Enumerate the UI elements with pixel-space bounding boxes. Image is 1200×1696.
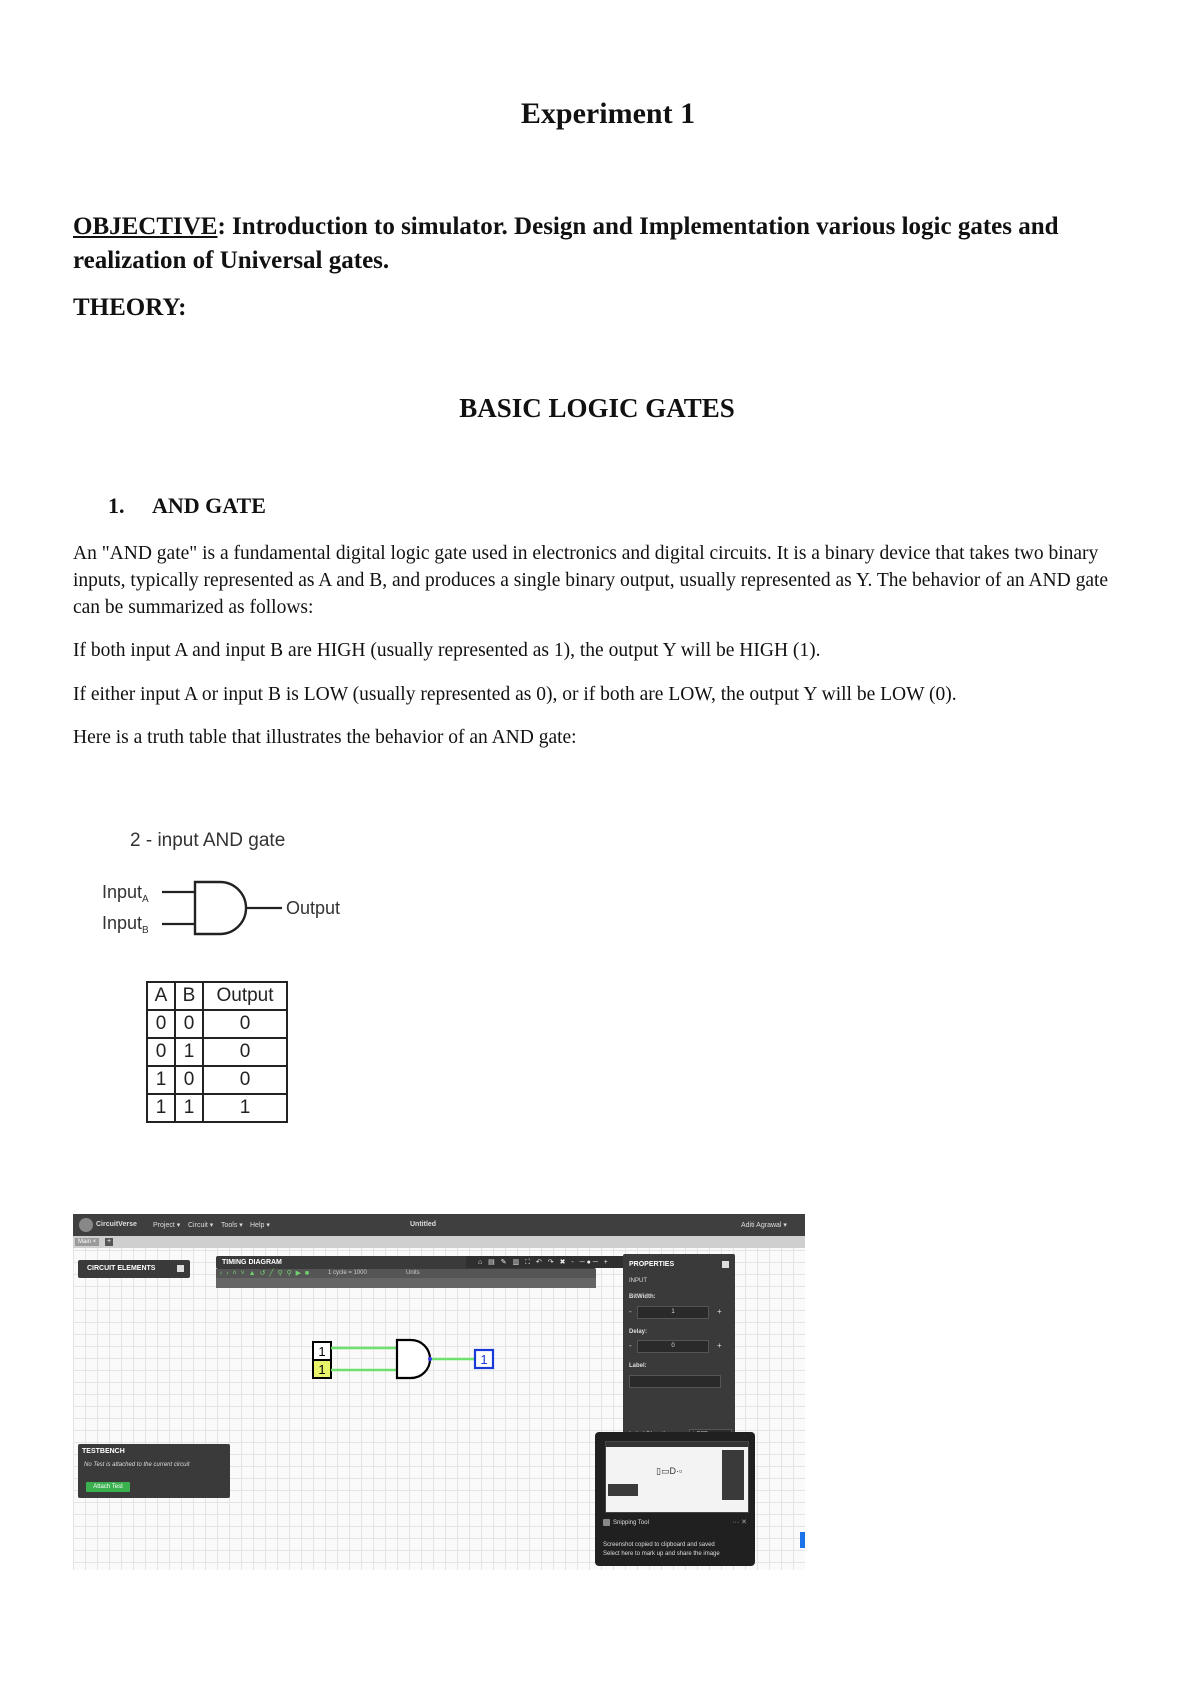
cell-a: 0 [147, 1038, 175, 1066]
menu-project[interactable]: Project ▾ [153, 1222, 181, 1229]
timing-cycle[interactable]: 1 cycle = 1000 [328, 1270, 367, 1276]
project-name[interactable]: Untitled [410, 1221, 437, 1228]
delay-label: Delay: [629, 1329, 648, 1335]
and-gate-heading [108, 493, 266, 519]
table-row [147, 1010, 287, 1038]
table-header-row [147, 982, 287, 1010]
bitwidth-input[interactable]: 1 [637, 1306, 709, 1319]
input-b-label: Input$_B$ [102, 913, 149, 936]
snipping-tool-icon [603, 1519, 610, 1526]
user-menu[interactable]: Aditi Agrawal ▾ [741, 1222, 787, 1229]
header-b: B [175, 982, 203, 1010]
close-icon[interactable]: ··· ✕ [732, 1519, 747, 1526]
header-output: Output [203, 982, 287, 1010]
objective-label: OBJECTIVE [73, 213, 218, 240]
cell-output: 0 [203, 1066, 287, 1094]
brand-name[interactable]: CircuitVerse [96, 1221, 137, 1228]
paragraph-intro: An "AND gate" is a fundamental digital logic gate used in electronics and digital circuits. It is a binary device that takes two binary inputs, typically represented as A and B, and produces a single binary output, usually represented as Y. The behavior of an AND gate can be summarized as follows: [73, 543, 1109, 618]
properties-title: PROPERTIES [629, 1261, 675, 1268]
cell-b: 0 [175, 1066, 203, 1094]
input-2-value: 1 [318, 1362, 326, 1377]
screenshot-thumbnail[interactable] [605, 1441, 749, 1513]
paragraph-high-rule: If both input A and input B are HIGH (usually represented as 1), the output Y will be HIGH (1). [73, 640, 821, 661]
attach-test-button[interactable]: Attach Test [86, 1482, 130, 1492]
edge-button[interactable] [800, 1532, 805, 1548]
menu-tools[interactable]: Tools ▾ [221, 1222, 243, 1229]
snipping-tool-title: Snipping Tool [613, 1520, 649, 1526]
element-type: INPUT [629, 1278, 647, 1284]
theory-heading: THEORY: [73, 294, 187, 321]
snipping-message-2: Select here to mark up and share the image [603, 1551, 720, 1557]
menu-help[interactable]: Help ▾ [250, 1222, 270, 1229]
timing-controls-icon[interactable]: ‹ › ˄ ˅ ▲ ↺ ╱ ⚲ ⚲ ▶ ■ [220, 1270, 311, 1277]
testbench-message: No Test is attached to the current circuit [84, 1462, 190, 1468]
input-a-label: Input$_A$ [102, 882, 149, 905]
increment-icon[interactable]: + [717, 1307, 722, 1316]
thumb-testbench [608, 1484, 638, 1496]
cell-output: 0 [203, 1010, 287, 1038]
cell-a: 1 [147, 1094, 175, 1122]
paragraph-low-rule: If either input A or input B is LOW (usually represented as 0), or if both are LOW, the output Y will be LOW (0). [73, 684, 957, 705]
page-title: Experiment 1 [520, 97, 696, 130]
and-gate-component[interactable] [397, 1340, 430, 1378]
label-field-label: Label: [629, 1363, 647, 1369]
thumb-panel [722, 1450, 744, 1500]
menu-circuit[interactable]: Circuit ▾ [188, 1222, 214, 1229]
output-node [428, 1357, 432, 1361]
delay-input[interactable]: 0 [637, 1340, 709, 1353]
timing-units: Units [406, 1270, 420, 1276]
simulator-screenshot [73, 1214, 805, 1570]
circuit-elements-title: CIRCUIT ELEMENTS [87, 1265, 156, 1272]
bitwidth-label: BitWidth: [629, 1294, 656, 1300]
table-row [147, 1066, 287, 1094]
testbench-panel [78, 1444, 230, 1498]
cell-output: 1 [203, 1094, 287, 1122]
timing-title: TIMING DIAGRAM [222, 1259, 282, 1266]
objective-text: : Introduction to simulator. Design and Implementation various logic gates and realization of Universal gates. [73, 213, 1059, 274]
output-label: Output [286, 898, 341, 918]
canvas-tools-icon[interactable]: ⌂ ▤ ✎ ▥ ⛶ ↶ ↷ ✖ - ─●─ + [478, 1259, 610, 1266]
truth-table [146, 981, 288, 1123]
thumb-circuit: ▯▭D·▫ [656, 1466, 683, 1476]
snipping-message-1: Screenshot copied to clipboard and saved [603, 1542, 715, 1548]
gate-caption: 2 - input AND gate [130, 830, 286, 851]
increment-icon[interactable]: + [717, 1341, 722, 1350]
decrement-icon[interactable]: - [629, 1341, 632, 1350]
table-row [147, 1038, 287, 1066]
paragraph-truth-table-intro: Here is a truth table that illustrates the behavior of an AND gate: [73, 727, 577, 748]
snipping-tool-notification[interactable] [595, 1432, 755, 1566]
cell-a: 0 [147, 1010, 175, 1038]
cell-output: 0 [203, 1038, 287, 1066]
input-1-value: 1 [318, 1344, 326, 1359]
and-gate-figure [90, 820, 390, 950]
cell-b: 1 [175, 1094, 203, 1122]
table-row [147, 1094, 287, 1122]
add-tab-icon[interactable]: + [106, 1238, 112, 1245]
cell-a: 1 [147, 1066, 175, 1094]
output-value: 1 [480, 1352, 488, 1367]
thumb-navbar [606, 1442, 748, 1447]
decrement-icon[interactable]: - [629, 1307, 632, 1316]
section-heading: BASIC LOGIC GATES [459, 393, 735, 423]
heading-text: AND GATE [152, 493, 266, 518]
header-a: A [147, 982, 175, 1010]
cell-b: 0 [175, 1010, 203, 1038]
testbench-title: TESTBENCH [82, 1448, 125, 1455]
heading-number: 1. [108, 493, 125, 518]
tab-main[interactable]: Main × [75, 1238, 99, 1246]
cell-b: 1 [175, 1038, 203, 1066]
and-gate-symbol [195, 882, 246, 934]
objective-paragraph [73, 210, 1133, 278]
